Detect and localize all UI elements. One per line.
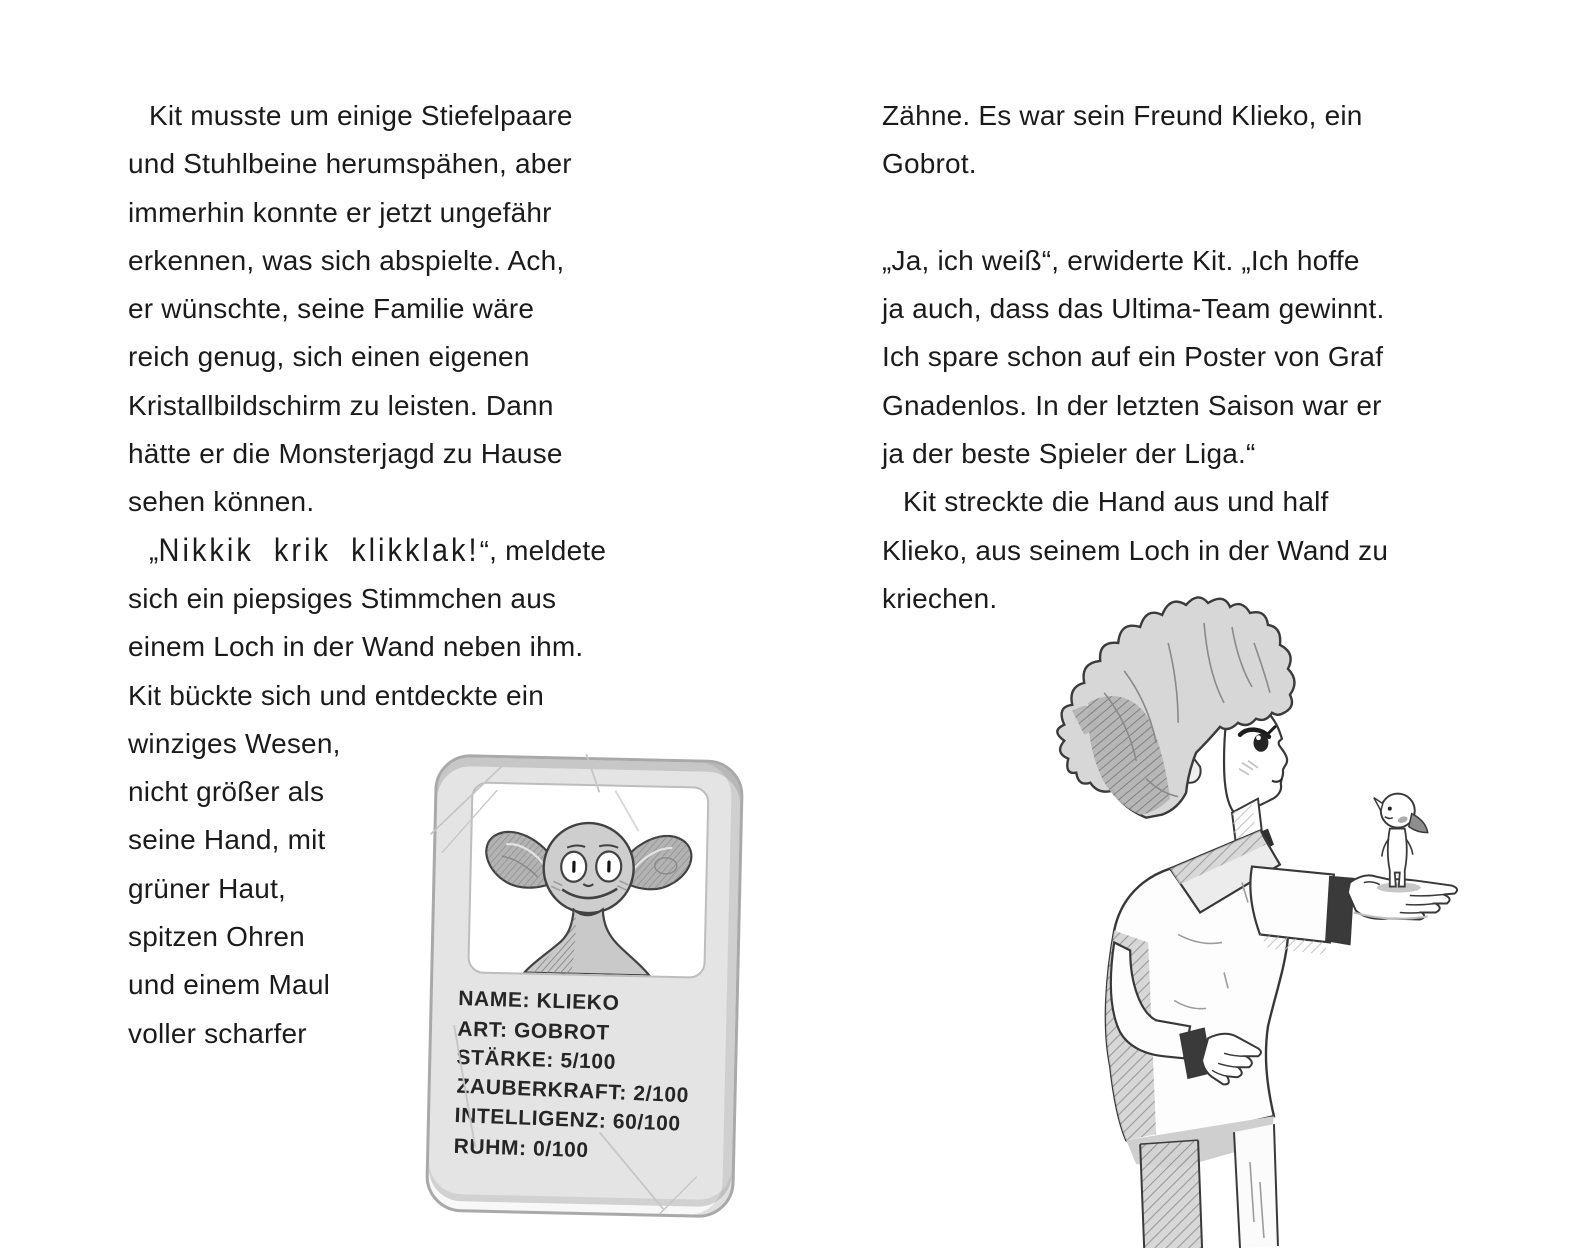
story-line: grüner Haut, [128,872,287,904]
story-line: sich ein piepsiges Stimmchen aus [128,582,557,614]
klieko-portrait-illustration [469,783,707,976]
card-stat-name: NAME: KLIEKO [457,986,620,1016]
creature-body [1388,829,1407,887]
story-line: und Stuhlbeine herumspähen, aber [128,148,572,180]
story-line: sehen können. [128,486,315,518]
story-line [128,527,676,575]
story-line: ja auch, dass das Ultima-Team gewinnt. [882,293,1385,325]
story-line: ja der beste Spieler der Liga.“ [882,438,1256,470]
story-column-right [882,92,1467,623]
story-line: immerhin konnte er jetzt ungefähr [128,196,552,228]
story-line: Kit musste um einige Stiefelpaare [149,100,573,131]
scene-illustration [1028,583,1468,1252]
card-stat-zauberkraft: ZAUBERKRAFT: 2/100 [456,1074,690,1107]
story-line: nicht größer als [128,776,325,808]
monster-speech-text: Nikkik krik klikklak! [158,532,480,569]
monster-card-stats [453,984,726,1169]
boy-eye [1253,734,1268,752]
story-line: und einem Maul [128,969,331,1001]
story-line: Kit streckte die Hand aus und half [903,486,1329,518]
photo-scratch [615,791,640,832]
story-line: Kit bückte sich und entdeckte ein [128,679,544,711]
monster-card-photo-frame [467,781,709,978]
creature-eye [1388,807,1392,811]
boy-extended-arm [1250,867,1457,955]
creature-ear [1409,814,1428,833]
story-line: Zähne. Es war sein Freund Klieko, ein [882,100,1363,131]
story-line: Ich spare schon auf ein Poster von Graf [882,341,1384,373]
story-line: hätte er die Monsterjagd zu Hause [128,438,563,470]
story-line: er wünschte, seine Familie wäre [128,293,535,325]
story-line: Gobrot. [882,148,977,180]
story-line: seine Hand, mit [128,824,326,856]
card-stat-stärke: STÄRKE: 5/100 [456,1045,617,1074]
story-line: einem Loch in der Wand neben ihm. [128,631,584,663]
card-stat-art: ART: GOBROT [457,1017,611,1045]
card-stat-ruhm: RUHM: 0/100 [453,1134,589,1162]
story-line: Kristallbildschirm zu leisten. Dann [128,389,554,421]
story-line: winziges Wesen, [128,727,341,759]
story-text: “, meldete [479,534,607,566]
story-line: kriechen. [882,582,998,614]
card-stat-intelligenz: INTELLIGENZ: 60/100 [454,1103,682,1136]
story-line: erkennen, was sich abspielte. Ach, [128,244,565,276]
story-line: voller scharfer [128,1017,307,1049]
klieko-torso [524,908,650,976]
boy-with-creature-illustration [1028,583,1468,1252]
story-text: „ [149,534,159,566]
story-line: „Ja, ich weiß“, erwiderte Kit. „Ich hoffe [882,244,1360,276]
story-line: Gnadenlos. In der letzten Saison war er [882,389,1382,421]
monster-card [425,754,744,1219]
story-line [882,189,1467,237]
story-line: Klieko, aus seinem Loch in der Wand zu [882,534,1389,566]
story-line: reich genug, sich einen eigenen [128,341,530,373]
story-line: spitzen Ohren [128,921,305,953]
